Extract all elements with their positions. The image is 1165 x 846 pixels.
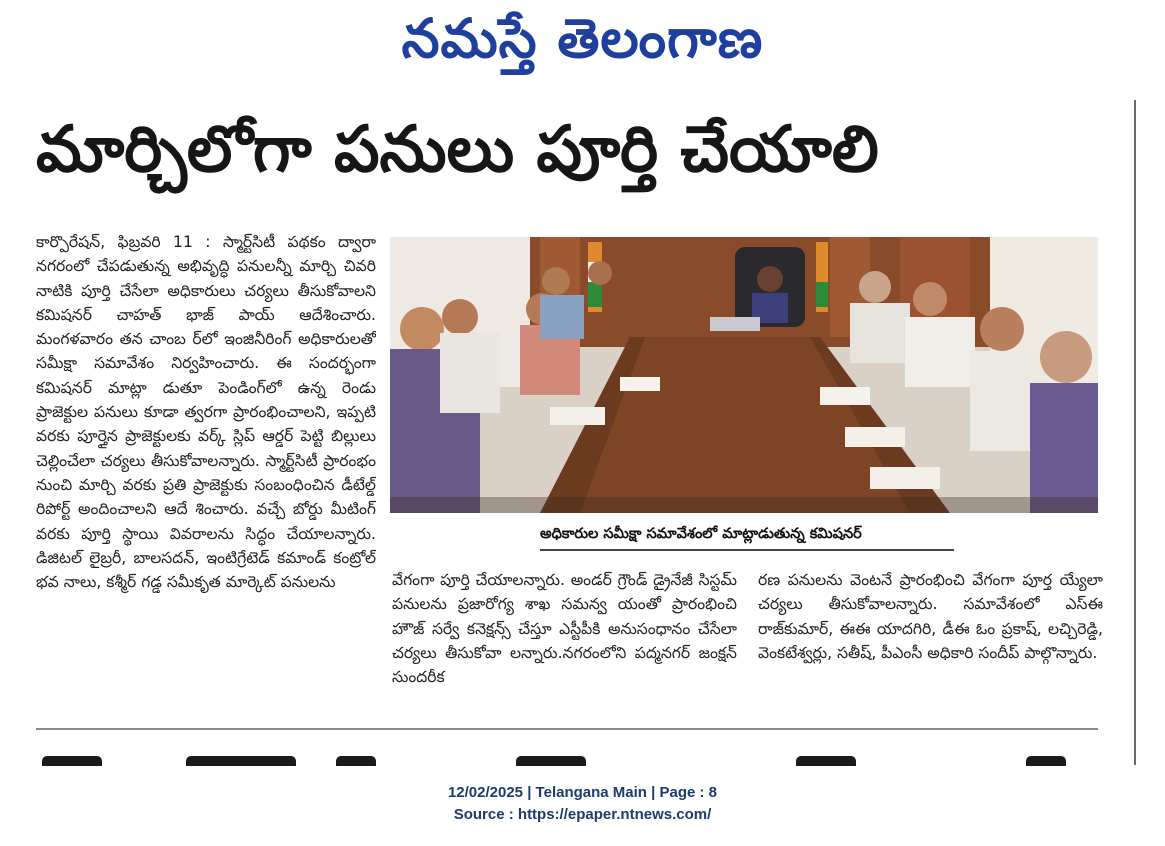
footer-source-link[interactable]: Source : https://epaper.ntnews.com/ — [453, 806, 712, 823]
masthead-logo: నమస్తే తెలంగాణ — [401, 7, 764, 70]
article-photo — [390, 237, 1098, 513]
photo-caption: అధికారుల సమీక్షా సమావేశంలో మాట్లాడుతున్న కమిషనర్ — [540, 526, 862, 542]
article-body-text: రణ పనులను వెంటనే ప్రారంభించి వేగంగా పూర్త య్యేలా చర్యలు తీసుకోవాలన్నారు. సమావేశంలో ఎస్ఈ రాజ్‌కుమార్, ఈఈ యాదగిరి, డీఈ ఓం ప్రకాష్, లచ్చిరెడ్డి, వెంకటేశ్వర్లు, సతీష్, పీఎంసీ అధికారి సందీప్ పాల్గొన్నారు. — [758, 571, 1103, 662]
column-divider — [1134, 100, 1136, 765]
article-headline: మార్చిలోగా పనులు పూర్తి చేయాలి — [36, 113, 879, 187]
epaper-footer — [0, 782, 1165, 826]
article-column-3 — [758, 568, 1103, 708]
caption-underline — [540, 549, 954, 551]
article-divider — [36, 728, 1098, 730]
article-column-2 — [392, 568, 737, 708]
article-body-text: వేగంగా పూర్తి చేయాలన్నారు. అండర్ గ్రౌండ్ డ్రైనేజీ సిస్టమ్ పనులను ప్రజారోగ్య శాఖ సమన్వ యంతో ప్రారంభించి హౌజ్ సర్వే కనెక్షన్స్ చేస్తూ ఎస్టీపీకి అనుసంధానం చేసేలా చర్యలు తీసుకోవా లన్నారు.నగరంలోని పద్మనగర్ జంక్షన్ సుందరీక — [392, 571, 737, 687]
article-body-text: కార్పొరేషన్, ఫిబ్రవరి 11 : స్మార్ట్‌సిటీ పథకం ద్వారా నగరంలో చేపడుతున్న అభివృద్ధి పనులన్నీ మార్చి చివరి నాటికి పూర్తి చేసేలా అధికారులు చర్యలు తీసుకోవాలని కమిషనర్ చాహత్ భాజ్ పాయ్ ఆదేశించారు. మంగళవారం తన చాంబ ర్‌లో ఇంజినీరింగ్ అధికారులతో సమీక్షా సమావేశం నిర్వహించారు. ఈ సందర్భంగా కమిషనర్ మాట్లా డుతూ పెండింగ్‌లో ఉన్న రెండు ప్రాజెక్టుల పనులు కూడా త్వరగా ప్రారంభించాలని, ఇప్పటి వరకు పూర్తైన ప్రాజెక్టులకు వర్క్ స్లిప్ ఆర్డర్ పెట్టి బిల్లులు చెల్లించేలా చర్యలు తీసుకోవాలన్నారు. స్మార్ట్‌సిటీ ప్రారంభం నుంచి మార్చి వరకు ప్రతి ప్రాజెక్టుకు సంబంధించిన డీటేల్డ్ రిపోర్ట్ అందించాలని ఆదే శించారు. వచ్చే బోర్డు మీటింగ్ వరకు పూర్తి స్థాయి వివరాలను సిద్ధం చేయాలన్నారు. డిజిటల్ లైబ్రరీ, బాలసదన్, ఇంటిగ్రేటెడ్ కమాండ్ కంట్రోల్ భవ నాలు, కశ్మీర్ గడ్డ సమీకృత మార్కెట్ పనులను — [36, 233, 376, 592]
footer-edition-info: 12/02/2025 | Telangana Main | Page : 8 — [447, 784, 718, 801]
next-article-cropped-headline — [36, 752, 1098, 766]
article-column-1 — [36, 230, 376, 710]
